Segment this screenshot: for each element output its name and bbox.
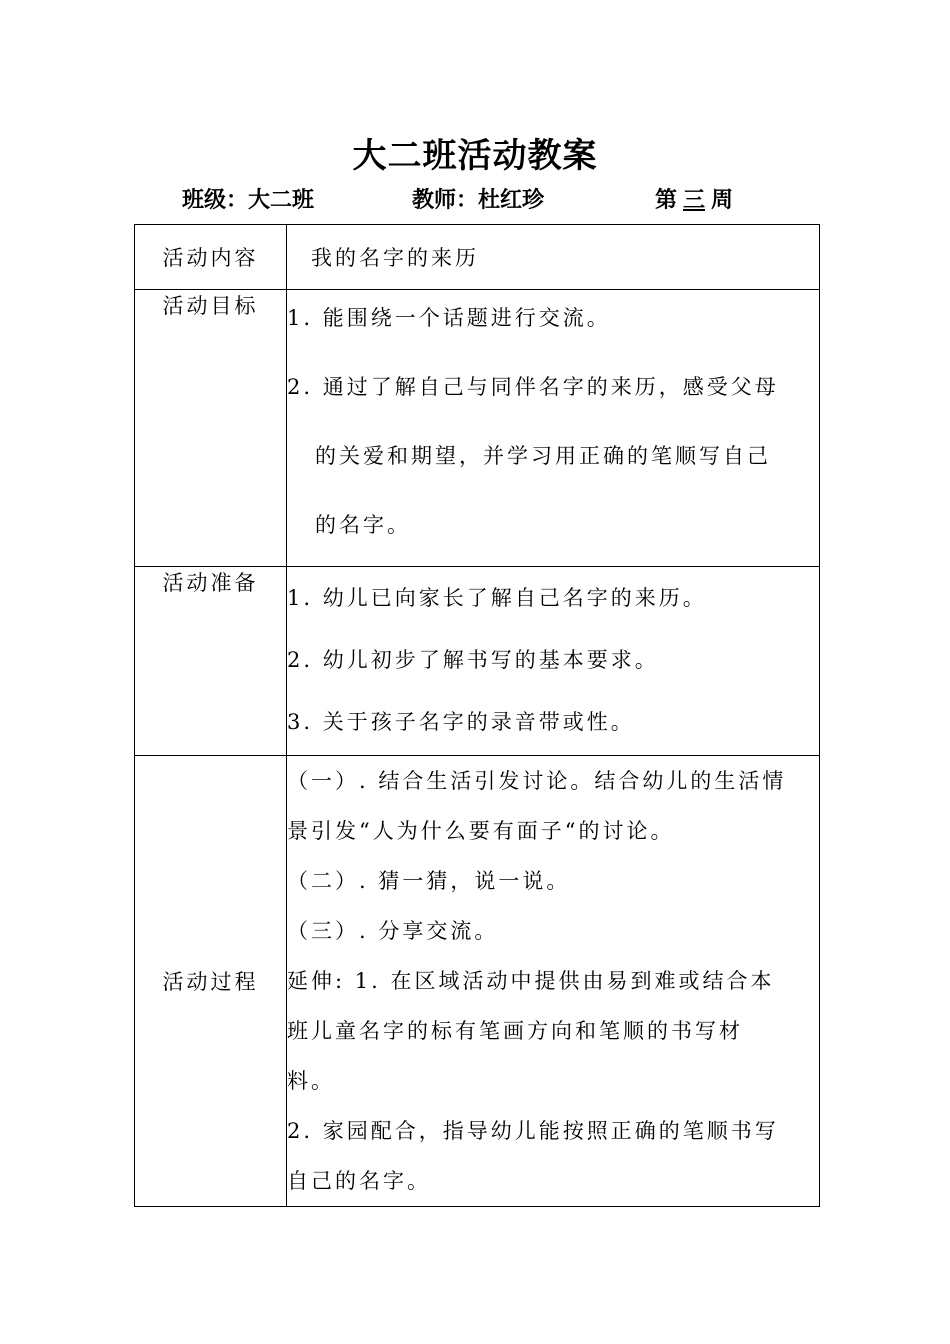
process-line: （二）. 猜一猜，说一说。 bbox=[287, 869, 571, 893]
process-line: （三）. 分享交流。 bbox=[287, 919, 499, 943]
process-line: （一）. 结合生活引发讨论。结合幼儿的生活情 bbox=[287, 769, 787, 793]
row-label-process: 活动过程 bbox=[135, 756, 287, 1207]
class-info: 班级：大二班 bbox=[182, 188, 315, 213]
table-row-content bbox=[135, 225, 820, 290]
row-label-content: 活动内容 bbox=[135, 225, 287, 290]
week-info bbox=[655, 183, 733, 214]
goal-line: 的关爱和期望，并学习用正确的笔顺写自己 bbox=[315, 444, 771, 468]
row-label-goals: 活动目标 bbox=[135, 290, 287, 567]
table-row-process bbox=[135, 756, 820, 1207]
week-number: 三 bbox=[683, 188, 706, 213]
prep-line: 1. 幼儿已向家长了解自己名字的来历。 bbox=[287, 586, 707, 610]
table-row-goals bbox=[135, 290, 820, 567]
activity-content-value: 我的名字的来历 bbox=[287, 225, 820, 290]
teacher-info: 教师：杜红珍 bbox=[412, 188, 545, 213]
prep-cell bbox=[287, 567, 820, 756]
goal-line: 1. 能围绕一个话题进行交流。 bbox=[287, 306, 611, 330]
process-cell bbox=[287, 756, 820, 1207]
process-line: 自己的名字。 bbox=[287, 1169, 431, 1193]
page-title: 大二班活动教案 bbox=[352, 136, 598, 176]
prep-line: 3. 关于孩子名字的录音带或性。 bbox=[287, 710, 635, 734]
table-row-prep bbox=[135, 567, 820, 756]
week-prefix: 第 bbox=[655, 188, 678, 213]
process-line: 2. 家园配合，指导幼儿能按照正确的笔顺书写 bbox=[287, 1119, 779, 1143]
process-line: 料。 bbox=[287, 1069, 335, 1093]
lesson-plan-table bbox=[134, 224, 820, 1207]
goal-line: 2. 通过了解自己与同伴名字的来历，感受父母 bbox=[287, 375, 779, 399]
process-line: 景引发“人为什么要有面子“的讨论。 bbox=[287, 819, 675, 843]
process-line: 延伸: 1. 在区域活动中提供由易到难或结合本 bbox=[287, 969, 775, 993]
row-label-prep: 活动准备 bbox=[135, 567, 287, 756]
process-line: 班儿童名字的标有笔画方向和笔顺的书写材 bbox=[287, 1019, 743, 1043]
goal-line: 的名字。 bbox=[315, 513, 411, 537]
prep-line: 2. 幼儿初步了解书写的基本要求。 bbox=[287, 648, 659, 672]
goals-cell bbox=[287, 290, 820, 567]
week-suffix: 周 bbox=[711, 188, 734, 213]
